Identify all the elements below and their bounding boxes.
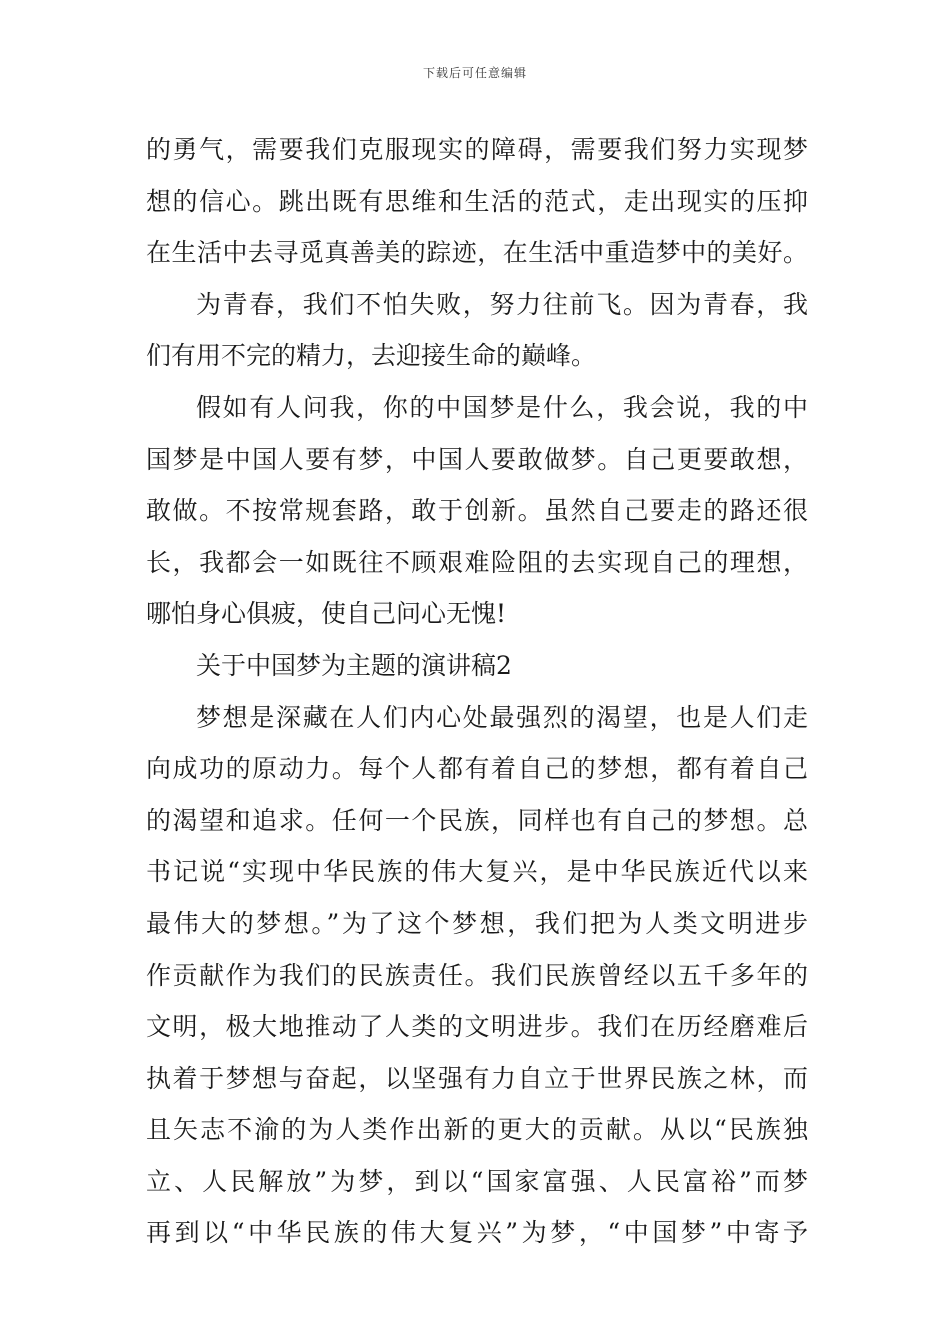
text-line: 的勇气，需要我们克服现实的障碍，需要我们努力实现梦 — [146, 135, 808, 164]
text-line: 且矢志不渝的为人类作出新的更大的贡献。从以“民族独 — [146, 1115, 808, 1145]
section-heading: 关于中国梦为主题的演讲稿2 — [196, 650, 512, 680]
text-line: 向成功的原动力。每个人都有着自己的梦想，都有着自己 — [146, 754, 808, 784]
text-line: 想的信心。跳出既有思维和生活的范式，走出现实的压抑 — [146, 186, 808, 216]
text-line: 再到以“中华民族的伟大复兴”为梦，“中国梦”中寄予 — [146, 1218, 808, 1248]
text-line: 敢做。不按常规套路，敢于创新。虽然自己要走的路还很 — [146, 496, 808, 526]
text-line: 最伟大的梦想。”为了这个梦想，我们把为人类文明进步 — [146, 908, 808, 938]
page-header-note: 下载后可任意编辑 — [422, 66, 527, 80]
text-line: 立、人民解放”为梦，到以“国家富强、人民富裕”而梦 — [146, 1166, 808, 1196]
text-line: 执着于梦想与奋起，以坚强有力自立于世界民族之林，而 — [146, 1063, 808, 1093]
text-line: 国梦是中国人要有梦，中国人要敢做梦。自己更要敢想， — [146, 444, 808, 474]
text-line: 哪怕身心俱疲，使自己问心无愧! — [146, 599, 507, 629]
text-line: 长，我都会一如既往不顾艰难险阻的去实现自己的理想， — [146, 547, 808, 577]
text-line: 作贡献作为我们的民族责任。我们民族曾经以五千多年的 — [146, 960, 808, 990]
text-line: 文明，极大地推动了人类的文明进步。我们在历经磨难后 — [146, 1012, 808, 1042]
text-line: 的渴望和追求。任何一个民族，同样也有自己的梦想。总 — [146, 805, 808, 835]
paragraph-first-line: 为青春，我们不怕失败，努力往前飞。因为青春，我 — [196, 289, 808, 319]
text-line: 在生活中去寻觅真善美的踪迹，在生活中重造梦中的美好。 — [146, 238, 808, 268]
paragraph-first-line: 假如有人问我，你的中国梦是什么，我会说，我的中 — [196, 392, 808, 422]
document-body — [146, 124, 808, 1259]
text-line: 们有用不完的精力，去迎接生命的巅峰。 — [146, 341, 597, 371]
text-line: 书记说“实现中华民族的伟大复兴，是中华民族近代以来 — [146, 857, 808, 887]
paragraph-first-line: 梦想是深藏在人们内心处最强烈的渴望，也是人们走 — [196, 702, 808, 732]
